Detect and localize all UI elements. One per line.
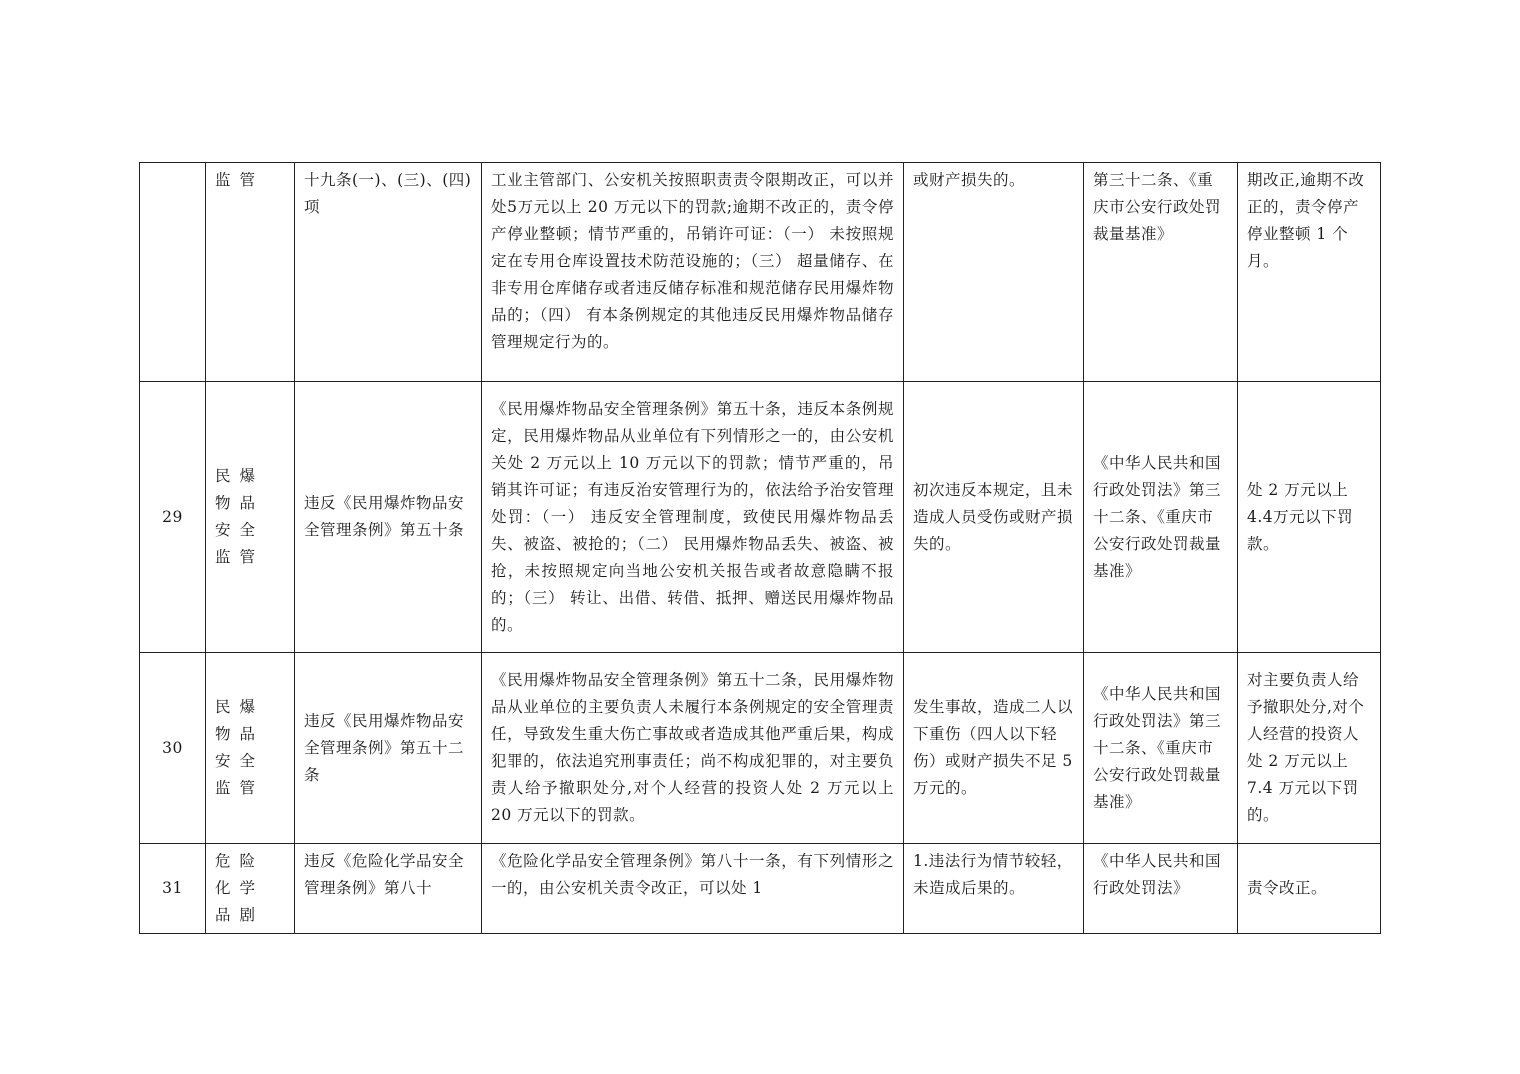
table-row xyxy=(140,653,1381,844)
regulation-table-page xyxy=(139,162,1380,924)
provision-cell: 工业主管部门、公安机关按照职责责令限期改正，可以并处5万元以上 20 万元以下的罚款;逾期不改正的，责令停产停业整顿；情节严重的，吊销许可证：（一） 未按照规定在专用仓库设置技术防范设施的；（三） 超量储存、在非专用仓库储存或者违反储存标准和规范储存民用爆炸物品的；（四） 有本条例规定的其他违反民用爆炸物品储存管理规定行为的。 xyxy=(482,163,904,382)
circumstance-cell: 1.违法行为情节较轻，未造成后果的。 xyxy=(904,844,1084,934)
circumstance-cell: 发生事故，造成二人以下重伤（四人以下轻伤）或财产损失不足 5 万元的。 xyxy=(904,653,1084,844)
basis-cell: 违反《民用爆炸物品安全管理条例》第五十二条 xyxy=(295,653,482,844)
table-row xyxy=(140,163,1381,382)
category-cell: 危险化学品剧 xyxy=(206,844,295,934)
category-cell: 民爆物品安全监管 xyxy=(206,653,295,844)
row-number-cell xyxy=(140,163,206,382)
legal-reference-cell: 《中华人民共和国行政处罚法》第三十二条、《重庆市公安行政处罚裁量基准》 xyxy=(1084,653,1238,844)
category-cell: 民爆物品安全监管 xyxy=(206,382,295,653)
category-cell: 监管 xyxy=(206,163,295,382)
penalty-cell: 处 2 万元以上 4.4万元以下罚款。 xyxy=(1238,382,1381,653)
circumstance-cell: 初次违反本规定，且未造成人员受伤或财产损失的。 xyxy=(904,382,1084,653)
table-row xyxy=(140,382,1381,653)
provision-cell: 《民用爆炸物品安全管理条例》第五十二条，民用爆炸物品从业单位的主要负责人未履行本条例规定的安全管理责任，导致发生重大伤亡事故或者造成其他严重后果，构成犯罪的，依法追究刑事责任；尚不构成犯罪的，对主要负责人给予撤职处分,对个人经营的投资人处 2 万元以上 20 万元以下的罚款。 xyxy=(482,653,904,844)
circumstance-cell: 或财产损失的。 xyxy=(904,163,1084,382)
legal-reference-cell: 第三十二条、《重庆市公安行政处罚裁量基准》 xyxy=(1084,163,1238,382)
provision-cell: 《民用爆炸物品安全管理条例》第五十条，违反本条例规定，民用爆炸物品从业单位有下列情形之一的，由公安机关处 2 万元以上 10 万元以下的罚款；情节严重的，吊销其许可证；有违反治安管理行为的，依法给予治安管理处罚：（一） 违反安全管理制度，致使民用爆炸物品丢失、被盗、被抢的；（二） 民用爆炸物品丢失、被盗、被抢，未按照规定向当地公安机关报告或者故意隐瞒不报的；（三） 转让、出借、转借、抵押、赠送民用爆炸物品的。 xyxy=(482,382,904,653)
row-number-cell: 31 xyxy=(140,844,206,934)
row-number-cell: 29 xyxy=(140,382,206,653)
row-number-cell: 30 xyxy=(140,653,206,844)
basis-cell: 违反《危险化学品安全管理条例》第八十 xyxy=(295,844,482,934)
legal-reference-cell: 《中华人民共和国行政处罚法》 xyxy=(1084,844,1238,934)
legal-reference-cell: 《中华人民共和国行政处罚法》第三十二条、《重庆市公安行政处罚裁量基准》 xyxy=(1084,382,1238,653)
penalty-cell: 责令改正。 xyxy=(1238,844,1381,934)
provision-cell: 《危险化学品安全管理条例》第八十一条，有下列情形之一的，由公安机关责令改正，可以处 1 xyxy=(482,844,904,934)
penalty-cell: 对主要负责人给予撤职处分,对个人经营的投资人处 2 万元以上 7.4 万元以下罚的。 xyxy=(1238,653,1381,844)
basis-cell: 违反《民用爆炸物品安全管理条例》第五十条 xyxy=(295,382,482,653)
penalty-cell: 期改正,逾期不改正的，责令停产停业整顿 1 个月。 xyxy=(1238,163,1381,382)
basis-cell: 十九条(一)、(三)、(四)项 xyxy=(295,163,482,382)
table-row xyxy=(140,844,1381,934)
penalty-standards-table xyxy=(139,162,1381,934)
